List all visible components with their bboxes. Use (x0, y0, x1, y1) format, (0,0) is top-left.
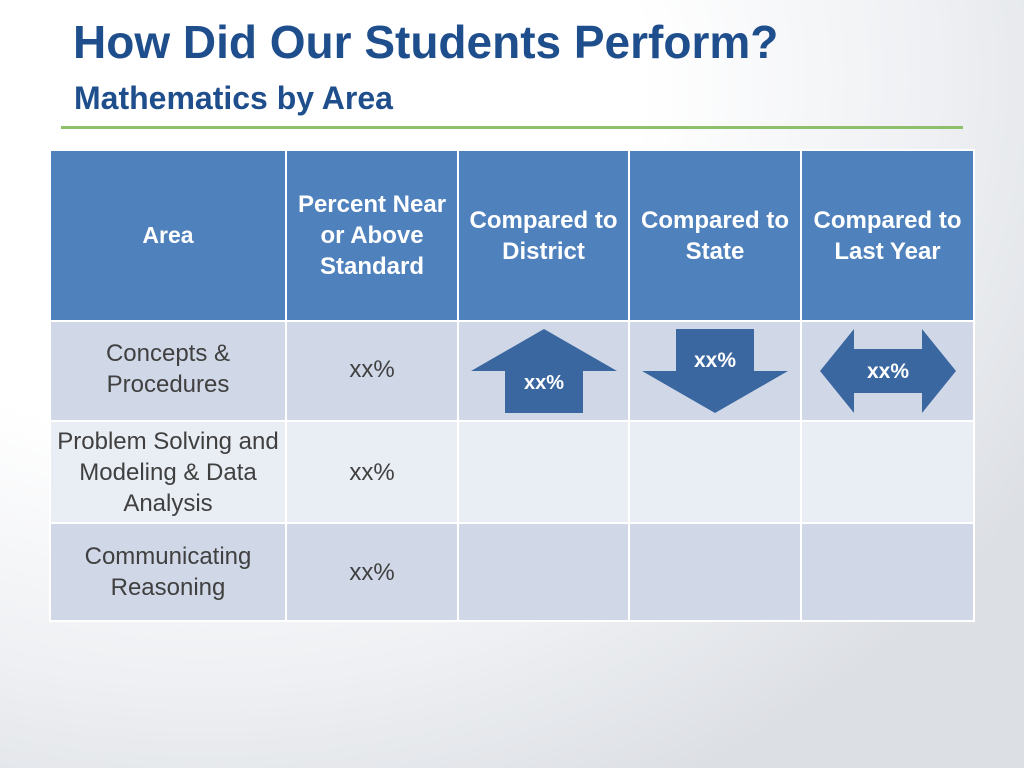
performance-table (49, 149, 975, 622)
last-year-arrow-label: xx% (866, 360, 909, 383)
area-cell: Communicating Reasoning (50, 523, 286, 621)
last-year-cell (801, 523, 974, 621)
title-divider (61, 126, 963, 129)
percent-cell: xx% (286, 421, 458, 523)
district-cell (458, 523, 629, 621)
state-cell (629, 421, 801, 523)
page-subtitle: Mathematics by Area (74, 80, 393, 116)
last-year-cell (801, 321, 974, 421)
down-arrow-icon (640, 327, 790, 415)
area-cell: Problem Solving and Modeling & Data Analysis (50, 421, 286, 523)
district-cell (458, 421, 629, 523)
area-cell: Concepts & Procedures (50, 321, 286, 421)
table-header-row (50, 150, 974, 321)
column-header-state: Compared to State (629, 150, 801, 321)
column-header-district: Compared to District (458, 150, 629, 321)
column-header-percent: Percent Near or Above Standard (286, 150, 458, 321)
state-cell (629, 321, 801, 421)
column-header-last-year: Compared to Last Year (801, 150, 974, 321)
last-year-cell (801, 421, 974, 523)
column-header-area: Area (50, 150, 286, 321)
state-arrow-label: xx% (693, 349, 737, 372)
percent-cell: xx% (286, 523, 458, 621)
table-row (50, 523, 974, 621)
table-row (50, 321, 974, 421)
left-right-arrow-icon (818, 327, 958, 415)
state-cell (629, 523, 801, 621)
page-title: How Did Our Students Perform? (73, 16, 779, 68)
table-row (50, 421, 974, 523)
district-cell (458, 321, 629, 421)
district-arrow-label: xx% (523, 372, 564, 394)
percent-cell: xx% (286, 321, 458, 421)
up-arrow-icon (469, 327, 619, 415)
